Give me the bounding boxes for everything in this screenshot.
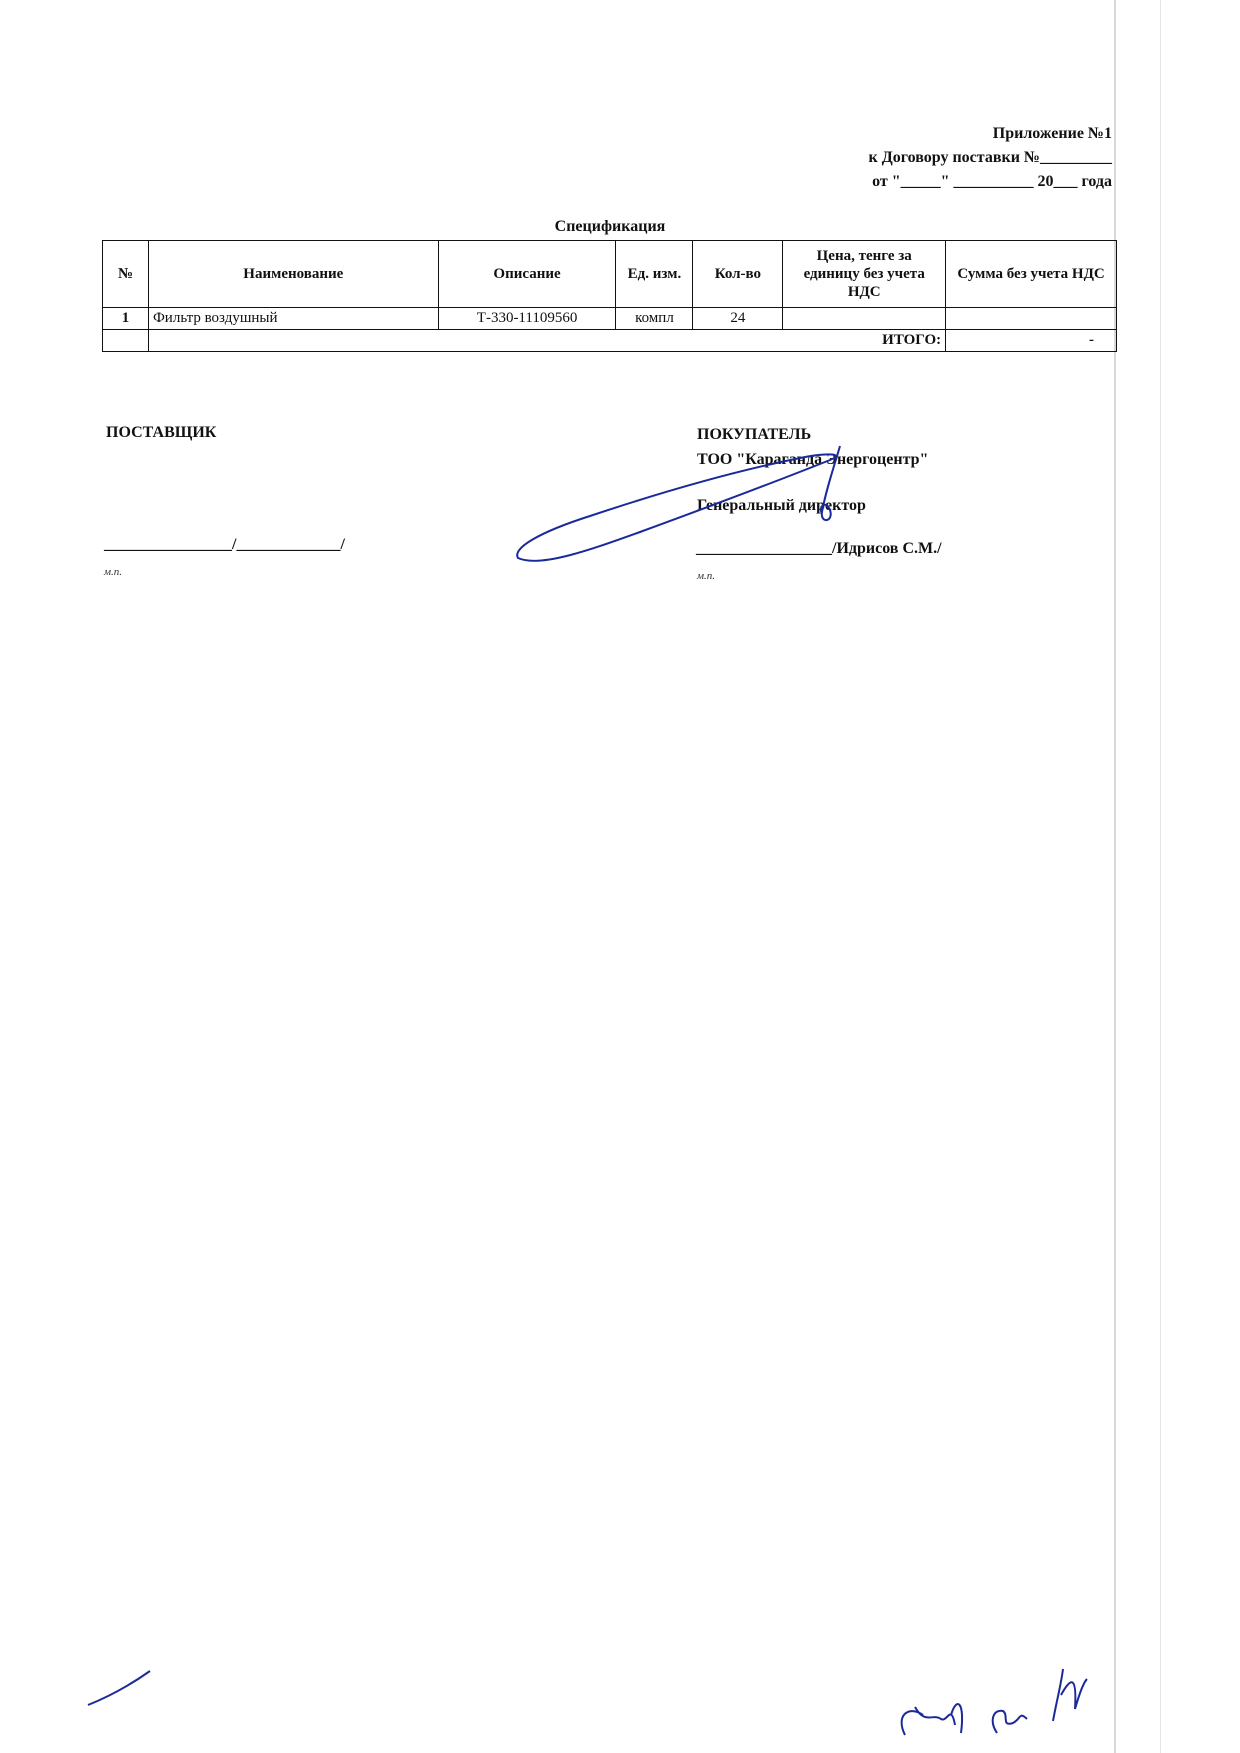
supplier-sign-line: ________________/_____________/	[104, 536, 345, 553]
contract-date: от "_____" __________ 20___ года	[872, 173, 1112, 190]
col-header-desc: Описание	[438, 241, 616, 308]
cell-name: Фильтр воздушный	[148, 308, 438, 330]
buyer-position: Генеральный директор	[697, 497, 866, 514]
director-signature	[500, 440, 860, 580]
total-label: ИТОГО:	[148, 330, 945, 352]
buyer-sign-line: _________________/Идрисов С.М./	[696, 540, 942, 557]
buyer-stamp-place: м.п.	[697, 570, 716, 582]
initials-mark-right	[885, 1655, 1105, 1745]
buyer-company: ТОО "Караганда Энергоцентр"	[697, 451, 929, 468]
page-edge-secondary	[1160, 0, 1161, 1753]
total-value: -	[946, 330, 1117, 352]
cell-price	[783, 308, 946, 330]
cell-unit: компл	[616, 308, 693, 330]
col-header-no: №	[103, 241, 149, 308]
buyer-title: ПОКУПАТЕЛЬ	[697, 426, 812, 443]
table-header-row	[103, 241, 1117, 308]
appendix-title: Приложение №1	[992, 125, 1112, 142]
total-empty-cell	[103, 330, 149, 352]
col-header-name: Наименование	[148, 241, 438, 308]
col-header-unit: Ед. изм.	[616, 241, 693, 308]
col-header-qty: Кол-во	[693, 241, 783, 308]
supplier-title: ПОСТАВЩИК	[106, 424, 217, 441]
supplier-block	[106, 420, 216, 445]
cell-no: 1	[103, 308, 149, 330]
contract-number: к Договору поставки №_________	[868, 149, 1112, 166]
supplier-stamp-place: м.п.	[104, 566, 123, 578]
total-row	[103, 330, 1117, 352]
cell-sum	[946, 308, 1117, 330]
cell-desc: Т-330-11109560	[438, 308, 616, 330]
spec-table	[102, 240, 1117, 352]
cell-qty: 24	[693, 308, 783, 330]
table-row	[103, 308, 1117, 330]
appendix-header	[812, 122, 1112, 194]
col-header-sum: Сумма без учета НДС	[946, 241, 1117, 308]
col-header-price: Цена, тенге за единицу без учета НДС	[783, 241, 946, 308]
spec-title: Спецификация	[554, 218, 666, 235]
initials-mark-left	[78, 1665, 158, 1710]
